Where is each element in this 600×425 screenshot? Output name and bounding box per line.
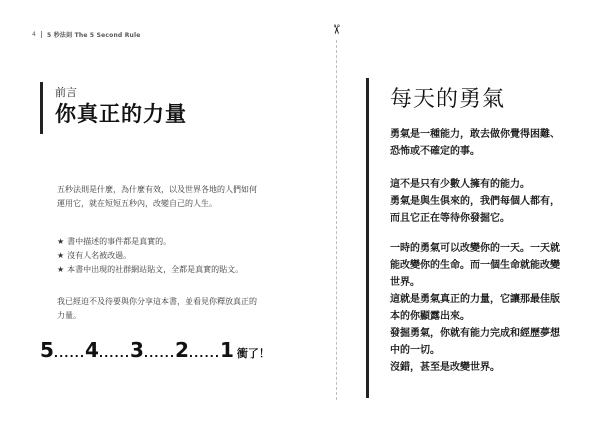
- star-icon: ★: [57, 265, 65, 274]
- text-line: 世界。: [390, 277, 420, 288]
- list-item-text: 本書中出現的社群網站貼文，全都是真實的貼文。: [67, 265, 244, 274]
- card-paragraph: [390, 126, 600, 160]
- section-bar: [40, 82, 43, 134]
- text-line: 勇氣是與生俱來的，我們每個人都有，: [390, 196, 560, 207]
- countdown-number: 5: [40, 338, 54, 362]
- list-item: [57, 235, 283, 249]
- text-line: 發掘勇氣，你就有能力完成和經歷夢想: [390, 328, 560, 339]
- countdown-number: 2: [175, 338, 189, 362]
- text-line: 五秒法則是什麼，為什麼有效，以及世界各地的人們如何: [57, 185, 257, 194]
- section-title: 你真正的力量: [55, 102, 187, 126]
- list-item-text: 沒有人名被改過。: [67, 251, 132, 260]
- closing-paragraph: [57, 295, 283, 323]
- countdown-dots: ......: [188, 347, 220, 360]
- list-item: [57, 263, 283, 277]
- text-line: 本的你顯露出來。: [390, 311, 470, 322]
- text-line: 沒錯，甚至是改變世界。: [390, 362, 500, 373]
- countdown-dots: ......: [53, 347, 85, 360]
- countdown-dots: ......: [98, 347, 130, 360]
- list-item-text: 書中描述的事件都是真實的。: [67, 237, 172, 246]
- star-icon: ★: [57, 237, 65, 246]
- text-line: 勇氣是一種能力，敢去做你覺得困難、: [390, 129, 560, 140]
- text-line: 我已經迫不及待要與你分享這本書，並看見你釋放真正的: [57, 297, 257, 306]
- card-title: 每天的勇氣: [390, 87, 506, 112]
- text-line: 運用它，就在短短五秒內，改變自己的人生。: [57, 199, 217, 208]
- bullet-list: [57, 235, 283, 277]
- text-line: 這就是勇氣真正的力量，它讓那最佳版: [390, 294, 560, 305]
- running-head: [32, 30, 141, 39]
- card-paragraph: [390, 240, 600, 325]
- countdown: [40, 338, 270, 362]
- countdown-number: 4: [85, 338, 99, 362]
- text-line: 能改變你的生命。而一個生命就能改變: [390, 260, 560, 271]
- quote-bar: [366, 78, 369, 398]
- text-line: 恐怖或不確定的事。: [390, 146, 480, 157]
- countdown-go: 衝了！: [236, 347, 270, 360]
- scissors-icon: ✂: [327, 24, 343, 35]
- book-title: 5 秒法則 The 5 Second Rule: [47, 32, 141, 39]
- text-line: 力量。: [57, 311, 81, 320]
- text-line: 中的一切。: [390, 345, 440, 356]
- countdown-number: 1: [220, 338, 234, 362]
- intro-paragraph: [57, 183, 283, 211]
- text-line: 這不是只有少數人擁有的能力。: [390, 179, 530, 190]
- list-item: [57, 249, 283, 263]
- section-label: 前言: [55, 86, 77, 99]
- running-head-divider: [41, 31, 42, 38]
- star-icon: ★: [57, 251, 65, 260]
- page-number: 4: [32, 31, 37, 38]
- card-paragraph: [390, 176, 600, 227]
- countdown-dots: ......: [143, 347, 175, 360]
- card-paragraph: [390, 325, 600, 376]
- countdown-number: 3: [130, 338, 144, 362]
- text-line: 而且它正在等待你發掘它。: [390, 213, 510, 224]
- cut-line: [336, 40, 337, 400]
- right-page: [300, 0, 600, 425]
- text-line: 一時的勇氣可以改變你的一天。一天就: [390, 243, 560, 254]
